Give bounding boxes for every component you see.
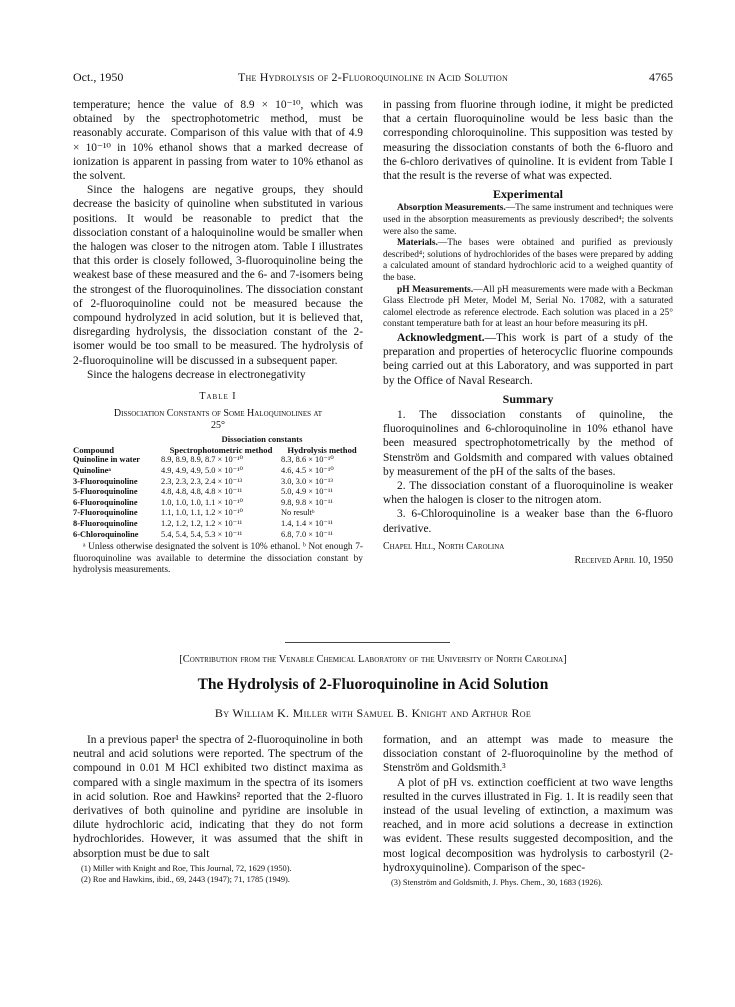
- table-row: [73, 530, 363, 541]
- footnotes: [383, 878, 673, 889]
- summary-heading: Summary: [502, 391, 554, 406]
- acknowledgment: [383, 331, 673, 388]
- footnotes: [73, 864, 363, 886]
- column-header-hydro: Hydrolysis method: [287, 444, 357, 455]
- cell-hydro: 8.3, 8.6 × 10⁻¹⁰: [281, 455, 334, 465]
- cell-hydro: 3.0, 3.0 × 10⁻¹³: [281, 476, 333, 486]
- cell-compound: Quinoline in water: [73, 455, 141, 465]
- cell-compound: 6-Fluoroquinoline: [73, 497, 138, 507]
- dissociation-constants-table: [73, 434, 363, 540]
- cell-hydro: No resultᵇ: [281, 508, 315, 518]
- cell-spectro: 1.2, 1.2, 1.2, 1.2 × 10⁻¹¹: [161, 519, 243, 529]
- footnote: (3) Stenström and Goldsmith, J. Phys. Chem., 30, 1683 (1926).: [391, 878, 603, 888]
- paragraph-text: —All pH measurements were made with a Beckman Glass Electrode pH Meter, Model M, Serial No. 17082, with a saturated calomel electrode as reference electrode. Each solution was placed in a 25° constant temperature bath for at least an hour before measuring its pH.: [383, 284, 673, 330]
- cell-hydro: 4.6, 4.5 × 10⁻¹⁰: [281, 466, 334, 476]
- run-in-heading: Materials.: [397, 238, 438, 249]
- cell-hydro: 6.8, 7.0 × 10⁻¹¹: [281, 529, 333, 539]
- running-title: The Hydrolysis of 2-Fluoroquinoline in Acid Solution: [237, 70, 509, 84]
- paragraph: Since the halogens decrease in electronegativity: [87, 368, 306, 381]
- paragraph: formation, and an attempt was made to measure the dissociation constant of 2-fluoroquinoline by the method of Stenström and Goldsmith.³: [383, 734, 673, 775]
- paragraph-text: —The bases were obtained and purified as previously described⁴; solutions of hydrochlorides of the bases were prepared by adding a calculated amount of standard hydrochloric acid to a weighed quantity of the base.: [383, 238, 673, 283]
- table-caption-line: 25°: [211, 420, 225, 432]
- footnote: (1) Miller with Knight and Roe, This Journal, 72, 1629 (1950).: [81, 863, 292, 873]
- table-row: [73, 466, 363, 477]
- cell-spectro: 4.8, 4.8, 4.8, 4.8 × 10⁻¹¹: [161, 487, 243, 497]
- cell-compound: 6-Chloroquinoline: [73, 529, 139, 539]
- table-caption: [73, 408, 363, 432]
- summary-item: 2. The dissociation constant of a fluoroquinoline is weaker when the halogen is closer to the nitrogen atom.: [383, 479, 673, 507]
- paragraph-text: —The same instrument and techniques were used in the absorption measurements as previously described⁴; the solvents were also the same.: [383, 203, 674, 237]
- table-label: Table I: [199, 391, 237, 403]
- paragraph: [383, 285, 673, 331]
- article-title: The Hydrolysis of 2-Fluoroquinoline in Acid Solution: [197, 676, 549, 693]
- table-row: [73, 487, 363, 498]
- column-header-spectro: Spectrophotometric method: [169, 444, 273, 455]
- paragraph: [383, 203, 673, 238]
- section-divider: [285, 642, 450, 643]
- table-footnote: [73, 542, 363, 576]
- paragraph: temperature; hence the value of 8.9 × 10⁻¹⁰, which was obtained by the spectrophotometric method, must be reasonably accurate. Comparison of this value with that of 4.9 × 10⁻¹⁰ in 10% ethanol shows that a marked decrease of ionization is apparent in passing from water to 10% ethanol as the solvent.: [73, 99, 363, 183]
- summary-item: 1. The dissociation constants of quinoline, the fluoroquinolines and 6-chloroquinoline in 10% ethanol have been measured spectrophotometrically by the method of Stenström and Goldsmith and compared with values obtained by measurement of the pH of the salts of the bases.: [383, 408, 673, 478]
- run-in-heading: Acknowledgment.: [397, 331, 485, 344]
- experimental-section: [383, 203, 673, 331]
- cell-spectro: 2.3, 2.3, 2.3, 2.4 × 10⁻¹³: [161, 476, 243, 486]
- paragraph: in passing from fluorine through iodine, it might be predicted that a certain fluoroquinoline would be less basic than the corresponding chloroquinoline. This supposition was tested by measuring the dissociation constants of both the 6-fluoro and the 6-chloro derivatives of quinoline. It is evident from Table I that the result is the reverse of what was expected.: [383, 99, 673, 183]
- cell-compound: 3-Fluoroquinoline: [73, 476, 138, 486]
- article-left-column: [73, 733, 363, 885]
- experimental-heading: Experimental: [493, 187, 563, 202]
- table-caption-line: Dissociation Constants of Some Haloquinolines at: [113, 408, 323, 420]
- issue-date: Oct., 1950: [73, 70, 124, 84]
- paragraph: Since the halogens are negative groups, they should decrease the basicity of quinoline when substituted in various positions. It would be reasonable to predict that the dissociation constant of a haloquinoline would be smaller when the halogen was closer to the nitrogen atom. Table I illustrates that this order is closely followed, 3-fluoroquinoline being the weakest base of these measured and the 6- and 7-isomers being the strongest of the fluoroquinolines. The dissociation constant of 2-fluoroquinoline could not be measured because the compound hydrolyzed in acid solution, but it is believed that, disregarding hydrolysis, the dissociation constant of the 2-isomer would be too small to be measured. The hydrolysis of 2-fluoroquinoline will be discussed in a subsequent paper.: [73, 184, 363, 367]
- cell-compound: 5-Fluoroquinoline: [73, 487, 138, 497]
- table-row: [73, 508, 363, 519]
- run-in-heading: pH Measurements.: [397, 284, 474, 295]
- footnote: (2) Roe and Hawkins, ibid., 69, 2443 (1947); 71, 1785 (1949).: [81, 874, 290, 884]
- contribution-line: [Contribution from the Venable Chemical Laboratory of the University of North Carolina]: [179, 654, 567, 665]
- cell-hydro: 1.4, 1.4 × 10⁻¹¹: [281, 519, 333, 529]
- cell-spectro: 4.9, 4.9, 4.9, 5.0 × 10⁻¹⁰: [161, 466, 244, 476]
- table-group-header: Dissociation constants: [221, 434, 303, 445]
- left-column: [73, 98, 363, 576]
- cell-compound: Quinolineᵃ: [73, 466, 111, 476]
- cell-hydro: 5.0, 4.9 × 10⁻¹¹: [281, 487, 333, 497]
- cell-hydro: 9.8, 9.8 × 10⁻¹¹: [281, 497, 333, 507]
- table-row: [73, 519, 363, 530]
- article-authors: By William K. Miller with Samuel B. Knight and Arthur Roe: [214, 706, 532, 720]
- article-right-column: [383, 733, 673, 889]
- cell-spectro: 1.0, 1.0, 1.0, 1.1 × 10⁻¹⁰: [161, 497, 244, 507]
- cell-compound: 8-Fluoroquinoline: [73, 519, 138, 529]
- paragraph: A plot of pH vs. extinction coefficient at two wave lengths resulted in the curves illustrated in Fig. 1. It is readily seen that instead of the usual leveling of extinction, a maximum was reached, and in more acid solutions a decrease in extinction was evident. These results suggested decomposition, and the most logical decomposition was hydrolysis to carbostyril (2-hydroxyquinoline). Comparison of the spec-: [383, 776, 673, 874]
- summary-item: 3. 6-Chloroquinoline is a weaker base than the 6-fluoro derivative.: [383, 508, 673, 535]
- column-header-compound: Compound: [73, 444, 115, 455]
- table-row: [73, 477, 363, 488]
- page-number: 4765: [649, 70, 673, 84]
- received-date: Received April 10, 1950: [574, 555, 673, 566]
- table-row: [73, 455, 363, 466]
- cell-spectro: 5.4, 5.4, 5.4, 5.3 × 10⁻¹¹: [161, 529, 243, 539]
- run-in-heading: Absorption Measurements.: [397, 203, 506, 214]
- paragraph: In a previous paper¹ the spectra of 2-fluoroquinoline in both neutral and acid solutions were reported. The spectrum of the compound in 0.01 M HCl exhibited two distinct maxima as compared with a single maximum in the spectra of its isomers in acid solution. Roe and Hawkins² reported that the 2-fluoro derivatives of both quinoline and pyridine are insoluble in dilute hydrochloric acid, indicating that they do not form hydrochlorides. However, it was assumed that the shift in absorption must be due to salt: [73, 734, 363, 860]
- paragraph: [383, 238, 673, 284]
- cell-spectro: 1.1, 1.0, 1.1, 1.2 × 10⁻¹⁰: [161, 508, 244, 518]
- paragraph-text: —This work is part of a study of the preparation and properties of heterocyclic fluorine compounds being carried out at this Laboratory, and was supported in part by the Office of Naval Research.: [383, 331, 673, 387]
- page-header: [73, 70, 673, 86]
- cell-compound: 7-Fluoroquinoline: [73, 508, 138, 518]
- cell-spectro: 8.9, 8.9, 8.9, 8.7 × 10⁻¹⁰: [161, 455, 244, 465]
- right-column: [383, 98, 673, 568]
- table-footnote-text: ᵃ Unless otherwise designated the solvent is 10% ethanol. ᵇ Not enough 7-fluoroquinoline was available to determine the dissociation constant by hydrolysis measurements.: [73, 542, 363, 576]
- affiliation-place: Chapel Hill, North Carolina: [383, 540, 505, 552]
- table-row: [73, 498, 363, 509]
